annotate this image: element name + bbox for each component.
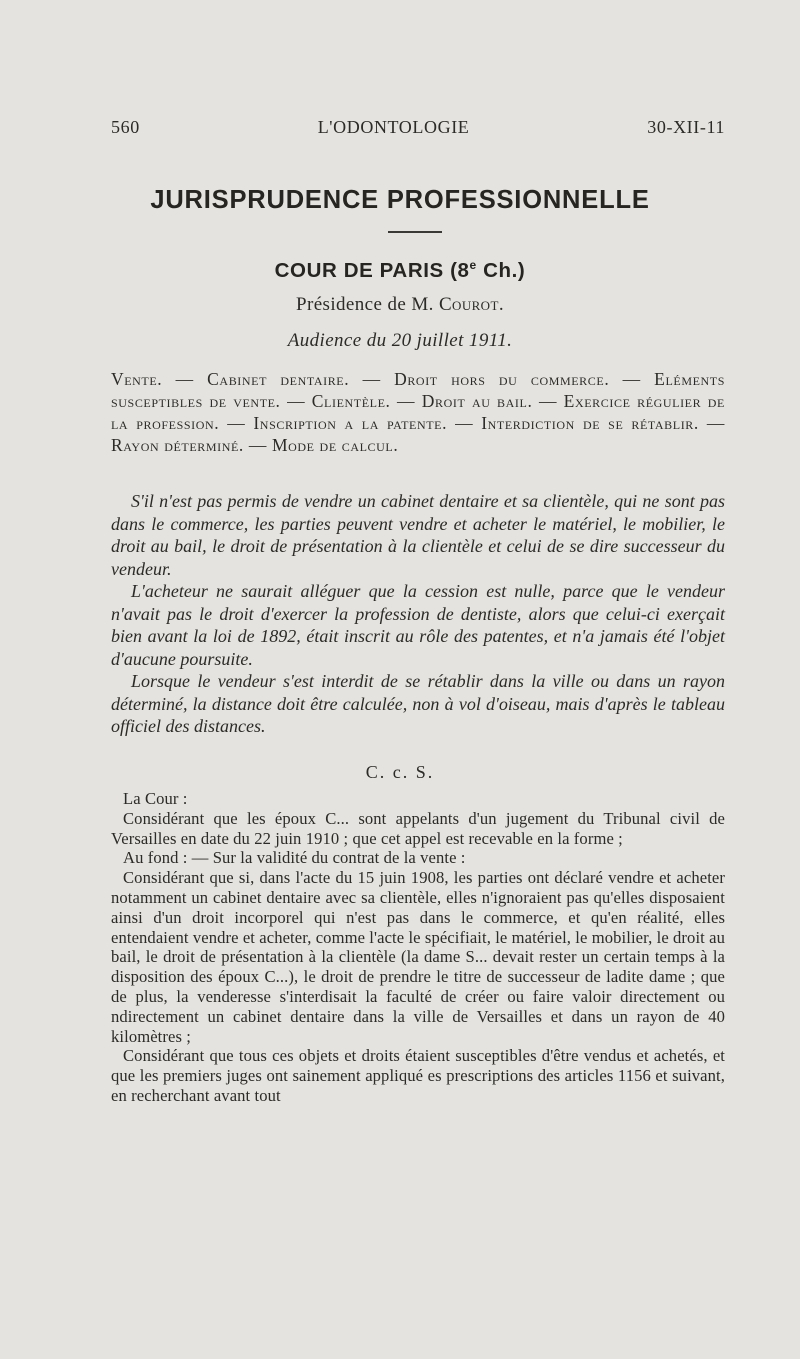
keywords-block: Vente. — Cabinet dentaire. — Droit hors du commerce. — Eléments susceptibles de vente. — Clientèle. — Droit au bail. — Exercice régulier de la profession. — Inscription a la patente. — Interdiction de se rétablir. — Rayon déterminé. — Mode de calcul. (111, 369, 725, 455)
summary-paragraph: L'acheteur ne saurait alléguer que la cession est nulle, parce que le vendeur n'avait pas le droit d'exercer la profession de dentiste, alors que celui-ci exerçait bien avant la loi de 1892, était inscrit au rôle des patentes, et n'a jamais été l'objet d'aucune poursuite. (111, 581, 725, 669)
journal-title: L'ODONTOLOGIE (317, 117, 470, 137)
signature: C. c. S. (365, 762, 435, 782)
running-header (111, 117, 725, 138)
president-name: Courot (438, 294, 499, 315)
title-divider (388, 231, 442, 233)
issue-date: 30-XII-11 (647, 117, 725, 137)
summary-paragraph: S'il n'est pas permis de vendre un cabinet dentaire et sa clientèle, qui ne sont pas dans le commerce, les parties peuvent vendre et acheter le matériel, le mobilier, le droit au bail, le droit de présentation à la clientèle et celui de se dire successeur du vendeur. (111, 491, 725, 579)
presidence-prefix: Présidence de M. (296, 294, 439, 315)
body-paragraph: Considérant que si, dans l'acte du 15 juin 1908, les parties ont déclaré vendre et acheter notamment un cabinet dentaire avec sa clientèle, elles n'ignoraient pas qu'elles disposaient ainsi d'un droit incorporel qui n'est pas dans le commerce, et qu'en réalité, elles entendaient vendre et acheter, comme l'acte le spécifiait, le matériel, le mobilier, le droit au bail, le droit de présentation à la clientèle (la dame S... devait rester un certain temps à la disposition des époux C...), le droit de prendre le titre de successeur de ladite dame ; que de plus, la venderesse s'interdisait la faculté de créer ou faire valoir directement ou ndirectement un cabinet dentaire dans la ville de Versailles et dans un rayon de 40 kilomètres ; (111, 868, 725, 1046)
chamber-suffix: Ch.) (476, 258, 526, 282)
presidence-suffix: . (498, 294, 504, 315)
chamber-superscript: e (469, 258, 477, 272)
body-paragraph: Considérant que tous ces objets et droits étaient susceptibles d'être vendus et achetés, et que les premiers juges ont sainement appliqué es prescriptions des articles 1156 et suivant, en recherchant avant tout (111, 1046, 725, 1105)
section-title: JURISPRUDENCE PROFESSIONNELLE (150, 186, 650, 214)
summary-paragraph: Lorsque le vendeur s'est interdit de se rétablir dans la ville ou dans un rayon déterminé, la distance doit être calculée, non à vol d'oiseau, mais d'après le tableau officiel des distances. (111, 671, 725, 736)
court-heading (0, 258, 800, 283)
judgment-body (111, 789, 725, 1106)
court-name: COUR DE PARIS (8 (274, 258, 470, 282)
body-paragraph: La Cour : (123, 789, 188, 808)
presidence-line (0, 294, 800, 316)
page-number: 560 (111, 117, 140, 137)
audience-date: Audience du 20 juillet 1911. (287, 330, 513, 351)
body-paragraph: Considérant que les époux C... sont appelants d'un jugement du Tribunal civil de Versailles en date du 22 juin 1910 ; que cet appel est recevable en la forme ; (111, 808, 725, 848)
body-paragraph: Au fond : — Sur la validité du contrat de la vente : (123, 848, 466, 868)
case-summary (111, 490, 725, 738)
